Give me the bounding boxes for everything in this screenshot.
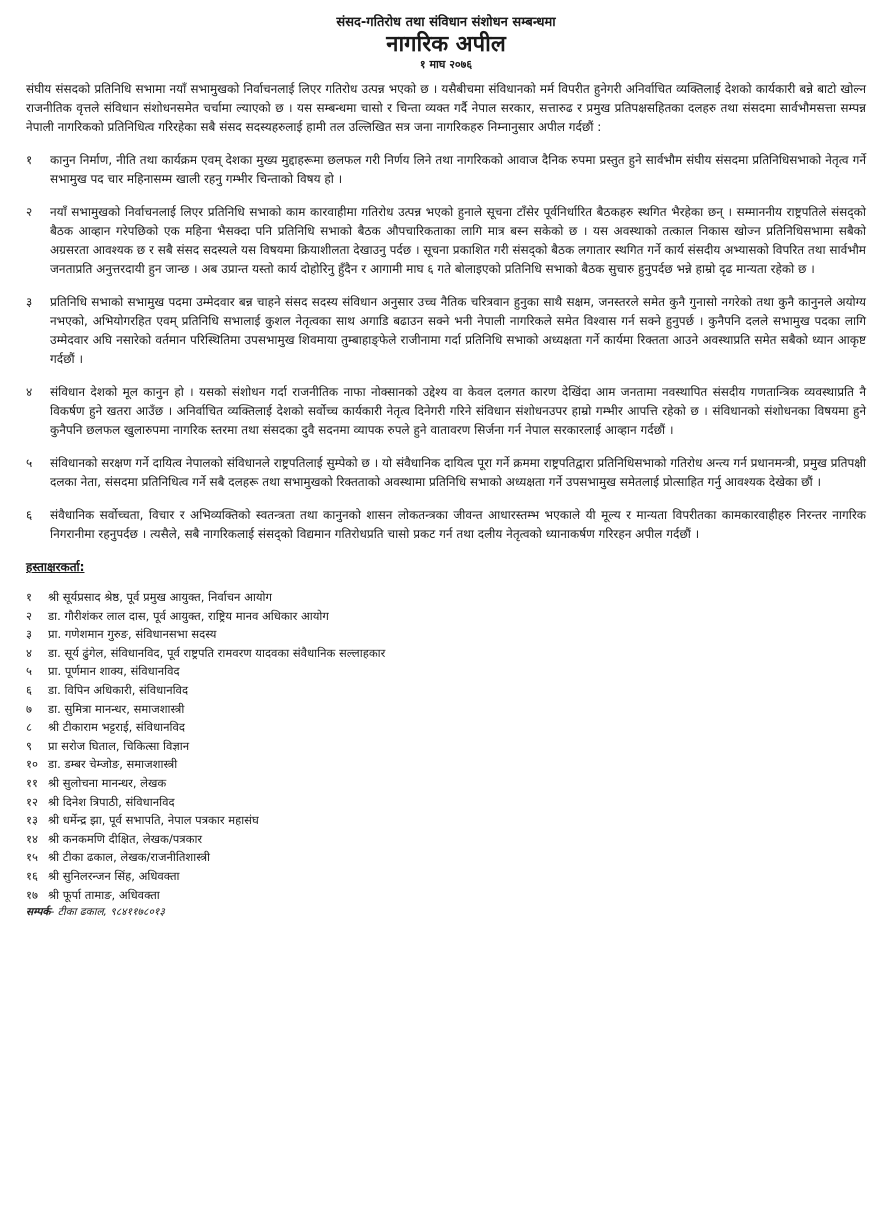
signatory-item (26, 867, 866, 886)
appeal-points (26, 151, 866, 544)
signatory-number: १४ (26, 831, 38, 846)
signatory-number: १० (26, 757, 38, 772)
point-number: ६ (26, 508, 33, 522)
signatory-item (26, 718, 866, 737)
signatory-name: डा. डम्बर चेम्जोङ, समाजशास्त्री (48, 757, 178, 772)
intro-paragraph: संघीय संसदको प्रतिनिधि सभामा नयाँ सभामुखको निर्वाचनलाई लिएर गतिरोध उत्पन्न भएको छ । यसैबीचमा संविधानको मर्म विपरीत हुनेगरी अनिर्वाचित व्यक्तिलाई देशको कार्यकारी बन्ने बाटो खोल्न राजनीतिक वृत्तले संविधान संशोधनसमेत चर्चामा ल्याएको छ । यस सम्बन्धमा चासो र चिन्ता व्यक्त गर्दै नेपाल सरकार, सत्तारुढ र प्रमुख प्रतिपक्षसहितका दलहरु तथा संसदमा सार्वभौमसत्ता सम्पन्न नेपाली नागरिकको प्रतिनिधित्व गरिरहेका सबै संसद सदस्यहरुलाई हामी तल उल्लिखित सत्र जना नागरिकहरु निम्नानुसार अपील गर्दछौं : (26, 82, 866, 134)
signatory-number: १५ (26, 850, 38, 865)
point-number: ५ (26, 456, 33, 470)
signatory-name: डा. विपिन अधिकारी, संविधानविद (48, 682, 189, 697)
signatory-number: ७ (26, 701, 32, 716)
signatory-number: १७ (26, 887, 38, 902)
signatory-name: प्रा. गणेशमान गुरुङ, संविधानसभा सदस्य (48, 627, 217, 642)
point-number: ३ (26, 295, 33, 309)
signatory-name: श्री धर्मेन्द्र झा, पूर्व सभापति, नेपाल पत्रकार महासंघ (48, 813, 259, 828)
signatory-item (26, 793, 866, 812)
appeal-point (26, 203, 866, 279)
signatory-item (26, 700, 866, 719)
signatory-number: १३ (26, 813, 38, 828)
signatory-name: श्री कनकमणि दीक्षित, लेखक/पत्रकार (48, 831, 203, 846)
signatory-item (26, 644, 866, 663)
appeal-point (26, 383, 866, 440)
appeal-point (26, 151, 866, 189)
signatory-name: श्री दिनेश त्रिपाठी, संविधानविद (48, 794, 175, 809)
point-number: २ (26, 205, 33, 219)
point-text: प्रतिनिधि सभाको सभामुख पदमा उम्मेदवार बन्न चाहने संसद सदस्य संविधान अनुसार उच्च नैतिक चरित्रवान हुनुका साथै सक्षम, जनस्तरले समेत कुनै गुनासो नगरेको तथा कुनै कानुनले अयोग्य नभएको, अभियोगरहित एवम् प्रतिनिधि सभालाई कुशल नेतृत्वका साथ अगाडि बढाउन सक्ने भनी नेपाली नागरिकले समेत विश्वास गर्न सक्ने हुनुपर्छ । कुनैपनि दलले सभामुख पदका लागि उम्मेदवार अघि नसारेको वर्तमान परिस्थितिमा उपसभामुख शिवमाया तुम्बाहाङ्फेले राजीनामा गर्दा प्रतिनिधि सभाको अध्यक्षता गर्ने कार्यमा रिक्तता आउने अवस्थाप्रति समेत सबैको ध्यान आकृष्ट गर्दछौं । (50, 295, 866, 366)
point-text: नयाँ सभामुखको निर्वाचनलाई लिएर प्रतिनिधि सभाको काम कारवाहीमा गतिरोध उत्पन्न भएको हुनाले सूचना टाँसेर पूर्वनिर्धारित बैठकहरु स्थगित भैरहेका छन् । सम्माननीय राष्ट्रपतिले संसद्को बैठक आव्हान गरेपछिको एक महिना भैसक्दा पनि प्रतिनिधि सभाको बैठक औपचारिकताका लागि मात्र बस्न सकेको छ । यस अवस्थाको तत्काल निकास खोज्न प्रतिनिधिसभामा सबैको अग्रसरता आवश्यक छ र सबै संसद सदस्यले यस विषयमा क्रियाशीलता देखाउनु पर्दछ । सूचना प्रकाशित गरी संसद्को बैठक लगातार स्थगित गर्ने कार्य संसदीय अभ्यासको विपरित तथा सार्वभौम जनताप्रति अनुत्तरदायी हुन जान्छ । अब उप्रान्त यस्तो कार्य दोहोरिनु हुँदैन र आगामी माघ ६ गते बोलाइएको प्रतिनिधि सभाको बैठक सुचारु हुनुपर्दछ भन्ने हाम्रो दृढ मान्यता रहेको छ । (50, 205, 866, 276)
signatory-number: ११ (26, 775, 38, 790)
contact-text: - टीका ढकाल, ९८४११७८०१३ (50, 906, 165, 919)
signatory-name: श्री सुलोचना मानन्धर, लेखक (48, 775, 167, 790)
document-kicker: संसद-गतिरोध तथा संविधान संशोधन सम्बन्धमा (336, 15, 556, 30)
contact-line (26, 905, 866, 920)
signatory-item (26, 848, 866, 867)
signatory-number: ३ (26, 627, 32, 642)
document-title: नागरिक अपील (386, 32, 506, 57)
appeal-point (26, 506, 866, 544)
signatory-item (26, 811, 866, 830)
signatory-name: श्री टीका ढकाल, लेखक/राजनीतिशास्त्री (48, 850, 211, 865)
signatory-item (26, 774, 866, 793)
signatory-name: प्रा. पूर्णमान शाक्य, संविधानविद (48, 664, 180, 679)
point-number: १ (26, 153, 33, 167)
signatory-name: श्री सूर्यप्रसाद श्रेष्ठ, पूर्व प्रमुख आयुक्त, निर्वाचन आयोग (48, 590, 272, 604)
signatory-item (26, 607, 866, 626)
signatory-name: डा. सूर्य ढुंगेल, संविधानविद, पूर्व राष्ट्रपति रामवरण यादवका संवैधानिक सल्लाहकार (48, 645, 386, 660)
signatory-name: डा. गौरीशंकर लाल दास, पूर्व आयुक्त, राष्ट्रिय मानव अधिकार आयोग (48, 608, 329, 623)
signatory-number: १६ (26, 868, 38, 883)
signatory-item (26, 830, 866, 849)
signatory-item (26, 588, 866, 607)
appeal-point (26, 454, 866, 492)
signatory-number: ५ (26, 664, 32, 679)
signatory-name: डा. सुमित्रा मानन्धर, समाजशास्त्री (48, 701, 185, 716)
point-text: संवैधानिक सर्वोच्चता, विचार र अभिव्यक्तिको स्वतन्त्रता तथा कानुनको शासन लोकतन्त्रका जीवन्त आधारस्तम्भ भएकाले यी मूल्य र मान्यता विपरीतका कामकारवाहीहरु निरन्तर नागरिक निगरानीमा रहनुपर्दछ । त्यसैले, सबै नागरिकलाई संसद्को विद्यमान गतिरोधप्रति चासो प्रकट गर्न तथा दलीय नेतृत्वको ध्यानाकर्षण गरिरहन अपील गर्दछौं । (50, 508, 866, 541)
point-number: ४ (26, 385, 33, 399)
point-text: कानुन निर्माण, नीति तथा कार्यक्रम एवम् देशका मुख्य मुद्दाहरूमा छलफल गरी निर्णय लिने तथा नागरिकको आवाज दैनिक रुपमा प्रस्तुत हुने सार्वभौम संघीय संसदमा प्रतिनिधिसभाको नेतृत्व गर्ने सभामुख पद चार महिनासम्म खाली रहनु गम्भीर चिन्ताको विषय हो । (50, 153, 866, 186)
signatory-item (26, 662, 866, 681)
signatory-item (26, 681, 866, 700)
point-text: संविधान देशको मूल कानुन हो । यसको संशोधन गर्दा राजनीतिक नाफा नोक्सानको उद्देश्य वा केवल दलगत कारण देखिंदा आम जनतामा नवस्थापित संसदीय गणतान्त्रिक व्यवस्थाप्रति नै विकर्षण हुने खतरा आउँछ । अनिर्वाचित व्यक्तिलाई देशको सर्वोच्च कार्यकारी नेतृत्व दिनेगरी गरिने संविधान संशोधनउपर हाम्रो गम्भीर आपत्ति रहेको छ । संविधानको संशोधनका विषयमा हुने कुनैपनि छलफल खुलारुपमा नागरिक स्तरमा तथा संसदका दुवै सदनमा व्यापक रुपले हुने वातावरण सिर्जना गर्न नेपाल सरकारलाई आव्हान गर्दछौं । (50, 385, 866, 437)
signatory-number: ८ (26, 720, 32, 735)
signatory-number: १२ (26, 794, 38, 809)
signatory-item (26, 886, 866, 905)
signatories-heading: हस्ताक्षरकर्ता: (26, 560, 85, 574)
signatory-item (26, 737, 866, 756)
appeal-point (26, 293, 866, 369)
signatory-number: १ (26, 590, 32, 604)
signatory-name: श्री टीकाराम भट्टराई, संविधानविद (48, 720, 185, 735)
signatory-number: २ (26, 608, 32, 623)
signatory-item (26, 625, 866, 644)
signatory-number: ९ (26, 738, 32, 753)
signatory-number: ४ (26, 645, 32, 660)
signatory-name: श्री सुनिलरन्जन सिंह, अधिवक्ता (48, 868, 180, 883)
document-date: १ माघ २०७६ (419, 58, 473, 71)
contact-label: सम्पर्क (26, 906, 51, 919)
signatories-list (26, 588, 866, 904)
signatory-number: ६ (26, 682, 32, 697)
signatory-name: प्रा सरोज घिताल, चिकित्सा विज्ञान (48, 738, 190, 753)
signatory-name: श्री फूर्पा तामाङ, अधिवक्ता (48, 887, 160, 902)
document-header (26, 14, 866, 72)
point-text: संविधानको सरक्षण गर्ने दायित्व नेपालको संविधानले राष्ट्रपतिलाई सुम्पेको छ । यो संवैधानिक दायित्व पूरा गर्ने क्रममा राष्ट्रपतिद्वारा प्रतिनिधिसभाको गतिरोध अन्त्य गर्न प्रधानमन्त्री, प्रमुख प्रतिपक्षी दलका नेता, संसदमा प्रतिनिधित्व गर्ने सबै दलहरू तथा सभामुखको रिक्तताको अवस्थामा प्रतिनिधि सभाको अध्यक्षता गर्ने उपसभामुख समेतलाई प्रोत्साहित गर्नु आवश्यक देखेका छौं । (50, 456, 866, 489)
signatory-item (26, 755, 866, 774)
